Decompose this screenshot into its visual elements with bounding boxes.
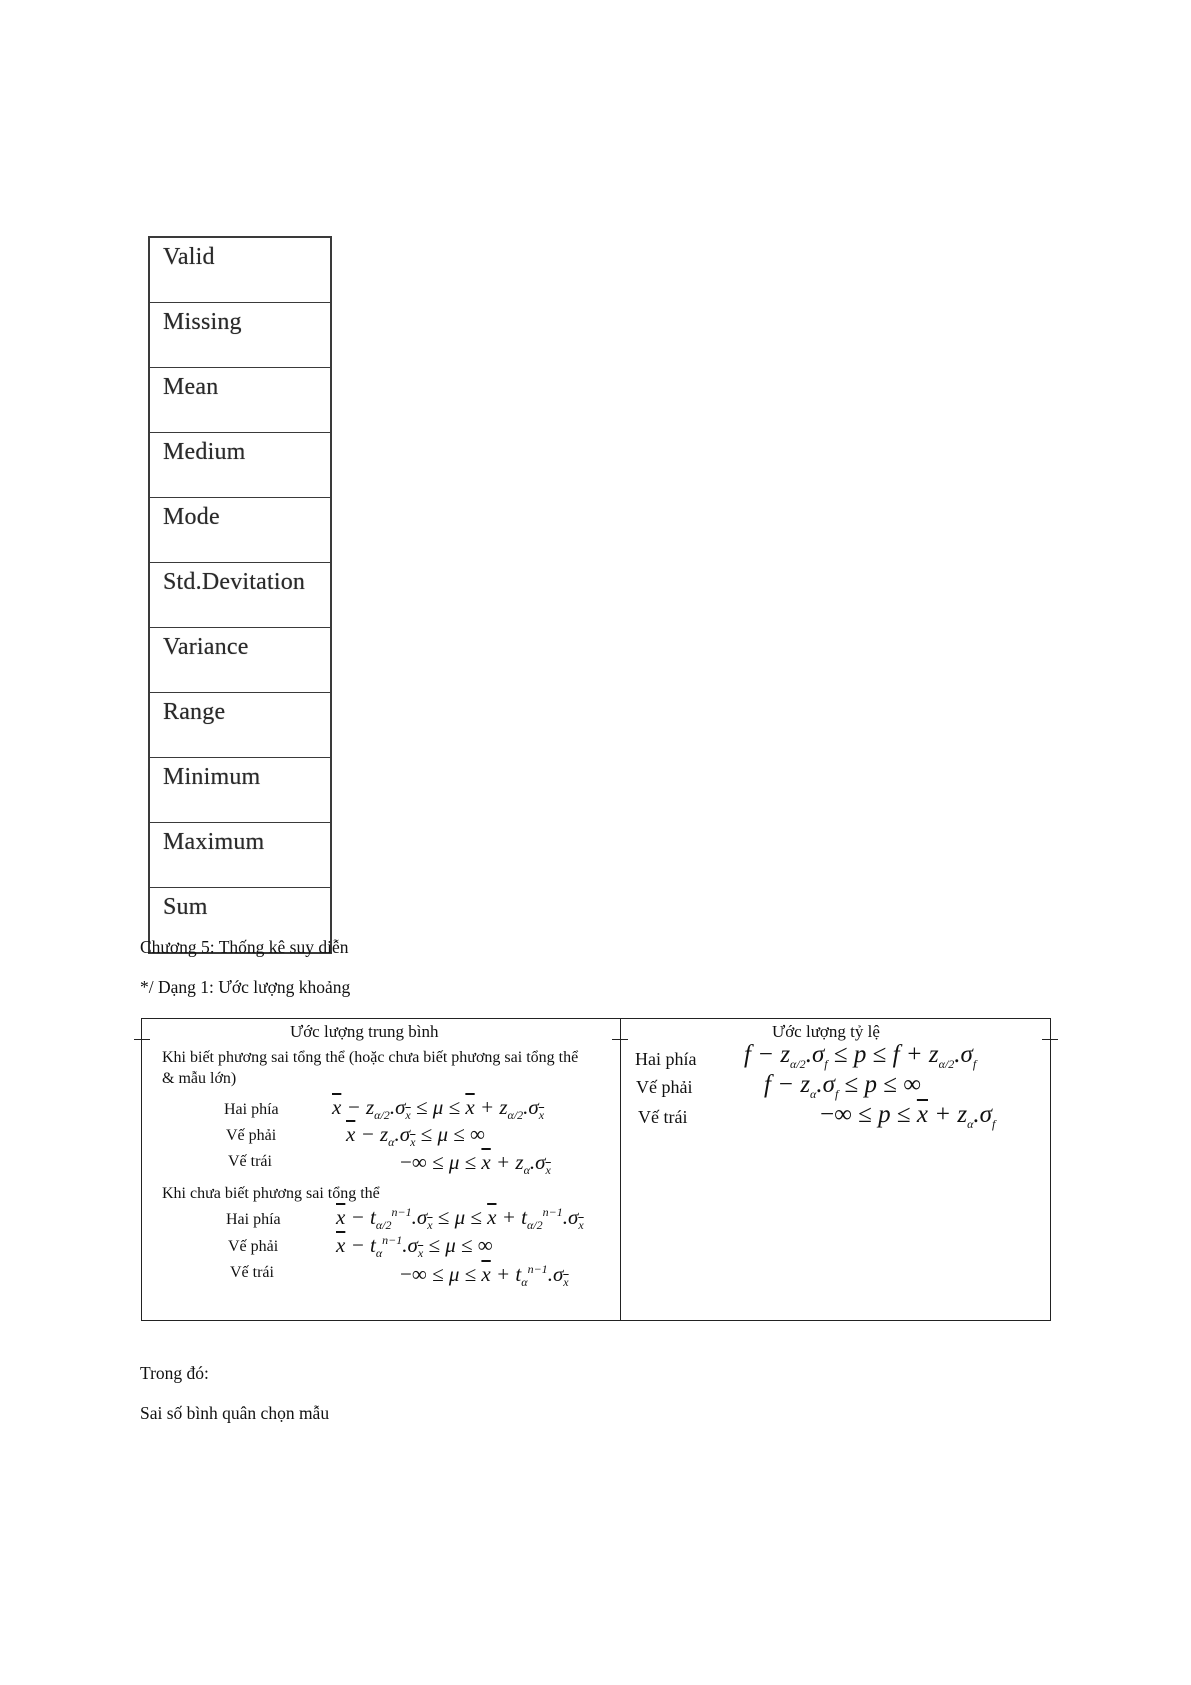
formula-proportion-left: −∞ ≤ $p \le \overline{x} + z_\alpha.\sigma_f$ [820, 1101, 996, 1131]
formula-mean-t-right: $\overline{x} - t_\alpha^{n-1}.\sigma_{\overline{x}} \le \mu$ ≤ ∞ [336, 1233, 493, 1261]
stats-table-row [149, 693, 331, 758]
descriptive-stats-table [148, 236, 332, 954]
label-two-sided: Hai phía [226, 1211, 281, 1228]
proportion-estimation-header: Ước lượng tỷ lệ [772, 1022, 880, 1041]
stats-row-label: Minimum [149, 758, 331, 823]
formula-mean-z-two-sided: $\overline{x} - z_{\alpha/2}.\sigma_{\overline{x}} \le \mu \le \overline{x} + z_{\alpha/2}.\sigma_{\overline{x}}$ [332, 1095, 545, 1123]
label-left-sided: Vế trái [230, 1264, 274, 1281]
formula-mean-t-two-sided: $\overline{x} - t_{\alpha/2}^{n-1}.\sigma_{\overline{x}} \le \mu \le \overline{x} + t_{\alpha/2}^{n-1}.\sigma_{\overline{x}}$ [336, 1205, 584, 1233]
stats-row-label: Mode [149, 498, 331, 563]
stats-row-label: Sum [149, 888, 331, 954]
stats-row-label: Mean [149, 368, 331, 433]
stats-row-label: Valid [149, 237, 331, 303]
interval-estimation-formula-table [141, 1018, 1051, 1321]
stats-table-row [149, 303, 331, 368]
stats-row-label: Std.Devitation [149, 563, 331, 628]
stats-row-label: Maximum [149, 823, 331, 888]
chapter-heading: Chương 5: Thống kê suy diễn [140, 937, 349, 957]
stats-row-label: Variance [149, 628, 331, 693]
sampling-error-label: Sai số bình quân chọn mẫu [140, 1403, 330, 1423]
label-two-sided: Hai phía [635, 1049, 697, 1069]
stats-table-row [149, 823, 331, 888]
decorative-tick [612, 1039, 628, 1040]
formula-proportion-two-sided: $f - z_{\alpha/2}.\sigma_f \le p \le f + z_{\alpha/2}.\sigma_f$ [744, 1041, 977, 1071]
stats-table-row [149, 758, 331, 823]
label-two-sided: Hai phía [224, 1101, 279, 1118]
formula-mean-z-right: $\overline{x} - z_\alpha.\sigma_{\overline{x}} \le \mu$ ≤ ∞ [346, 1122, 485, 1150]
decorative-tick [134, 1039, 150, 1040]
unknown-variance-note: Khi chưa biết phương sai tổng thể [162, 1185, 380, 1202]
decorative-tick [1042, 1039, 1058, 1040]
stats-table-row [149, 498, 331, 563]
formula-mean-t-left: −∞ ≤ $\mu \le \overline{x} + t_\alpha^{n-1}.\sigma_{\overline{x}}$ [400, 1262, 569, 1290]
label-left-sided: Vế trái [228, 1153, 272, 1170]
label-left-sided: Vế trái [638, 1107, 688, 1127]
stats-table-row [149, 563, 331, 628]
formula-mean-z-left: −∞ ≤ $\mu \le \overline{x} + z_\alpha.\sigma_{\overline{x}}$ [400, 1150, 551, 1178]
where-label: Trong đó: [140, 1363, 209, 1383]
label-right-sided: Vế phải [636, 1077, 693, 1097]
interval-estimation-heading: */ Dạng 1: Ước lượng khoảng [140, 977, 351, 997]
mean-estimation-header: Ước lượng trung bình [290, 1022, 439, 1041]
formula-proportion-right: $f - z_\alpha.\sigma_f \le p$ ≤ ∞ [764, 1071, 922, 1101]
stats-row-label: Missing [149, 303, 331, 368]
stats-row-label: Range [149, 693, 331, 758]
stats-table-row [149, 368, 331, 433]
known-variance-note: Khi biết phương sai tổng thể (hoặc chưa biết phương sai tổng thể & mẫu lớn) [162, 1049, 579, 1087]
stats-table-row [149, 237, 331, 303]
stats-table-row [149, 433, 331, 498]
label-right-sided: Vế phải [226, 1127, 277, 1144]
stats-row-label: Medium [149, 433, 331, 498]
column-divider [620, 1019, 621, 1320]
stats-table-row [149, 628, 331, 693]
label-right-sided: Vế phải [228, 1238, 279, 1255]
